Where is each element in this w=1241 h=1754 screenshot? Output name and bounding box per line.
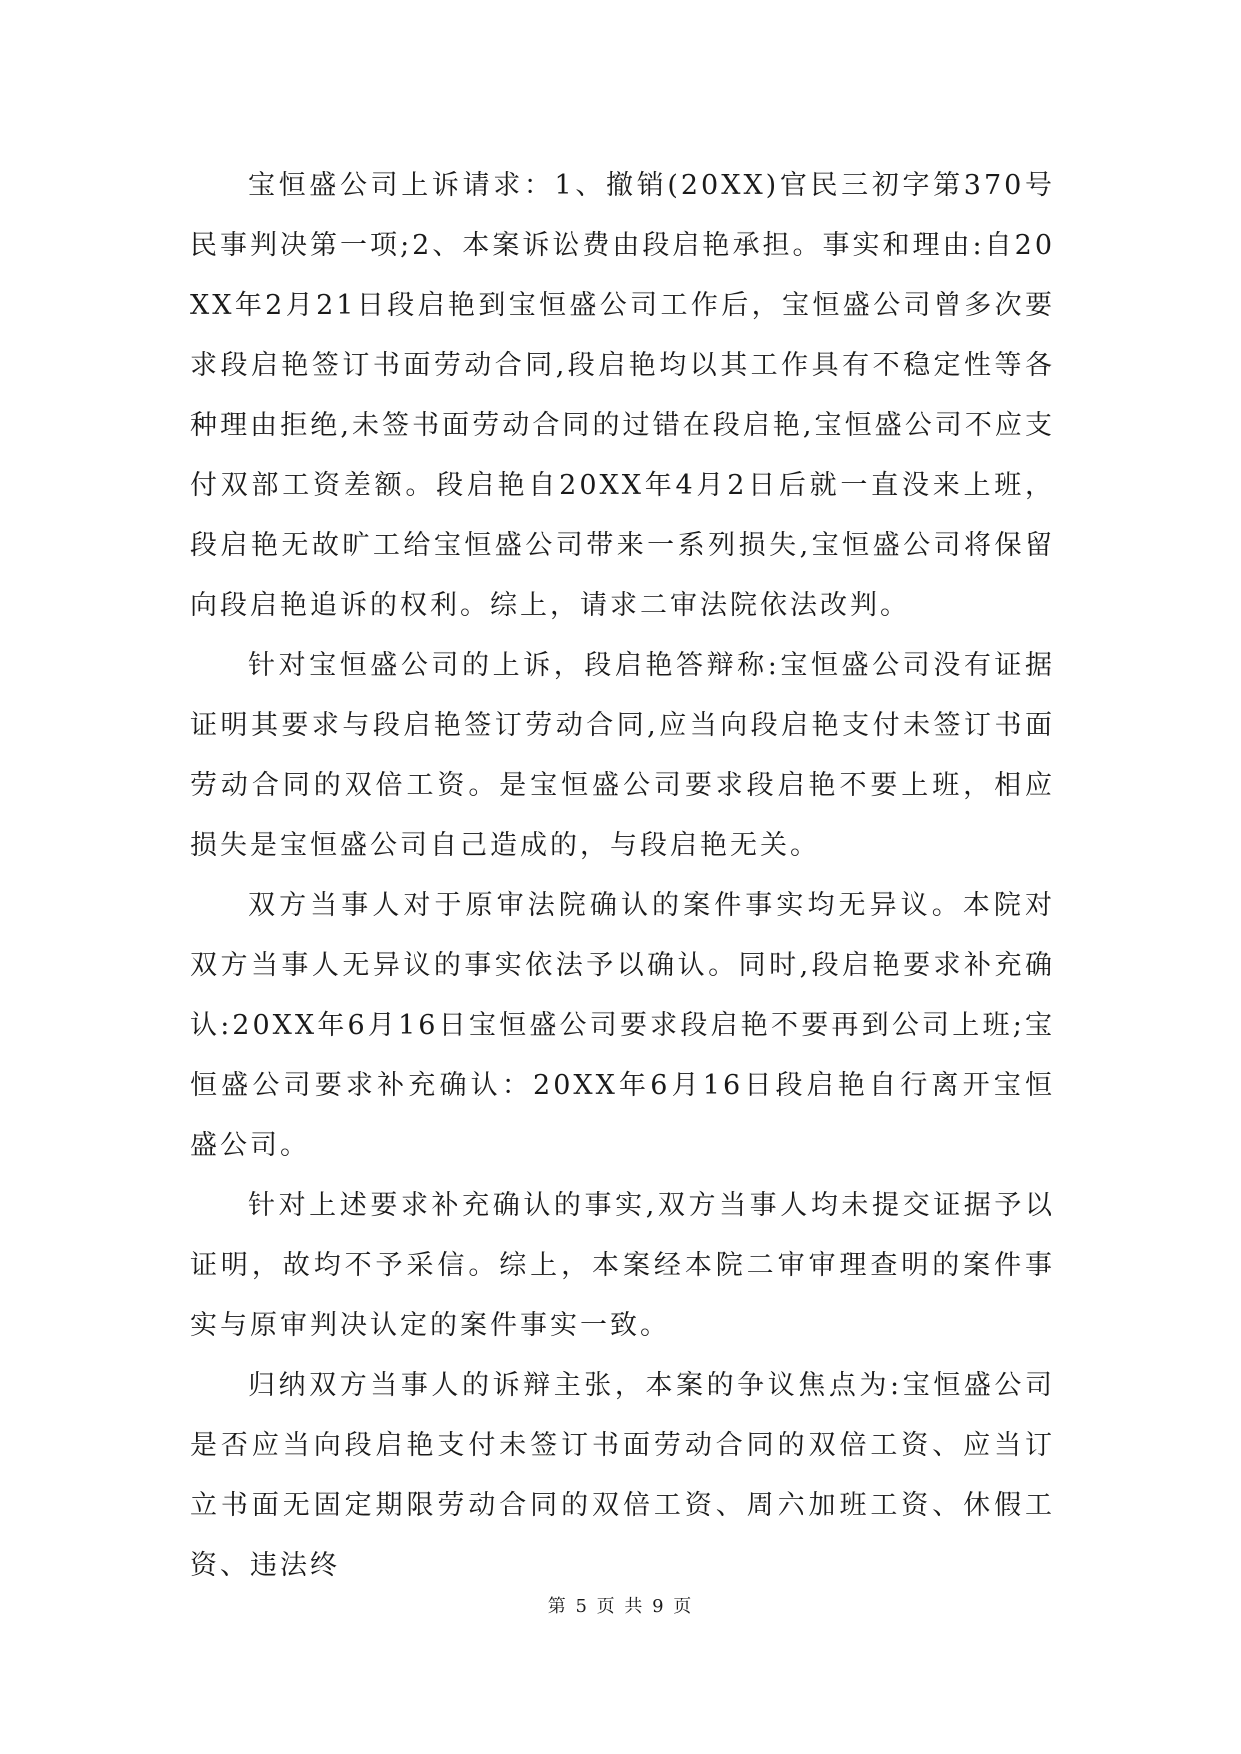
- paragraph-evidence-finding: 针对上述要求补充确认的事实,双方当事人均未提交证据予以证明，故均不予采信。综上，本案经本院二审审理查明的案件事实与原审判决认定的案件事实一致。: [190, 1190, 1055, 1341]
- paragraph-dispute-focus: 归纳双方当事人的诉辩主张，本案的争议焦点为:宝恒盛公司是否应当向段启艳支付未签订书面劳动合同的双倍工资、应当订立书面无固定期限劳动合同的双倍工资、周六加班工资、休假工资、违法终: [190, 1370, 1055, 1581]
- paragraph-defense-reply: 针对宝恒盛公司的上诉，段启艳答辩称:宝恒盛公司没有证据证明其要求与段启艳签订劳动合同,应当向段启艳支付未签订书面劳动合同的双倍工资。是宝恒盛公司要求段启艳不要上班，相应损失是宝恒盛公司自己造成的，与段启艳无关。: [190, 650, 1055, 861]
- paragraph-appeal-request: 宝恒盛公司上诉请求：1、撤销(20XX)官民三初字第370号民事判决第一项;2、本案诉讼费由段启艳承担。事实和理由:自20XX年2月21日段启艳到宝恒盛公司工作后，宝恒盛公司曾多次要求段启艳签订书面劳动合同,段启艳均以其工作具有不稳定性等各种理由拒绝,未签书面劳动合同的过错在段启艳,宝恒盛公司不应支付双部工资差额。段启艳自20XX年4月2日后就一直没来上班，段启艳无故旷工给宝恒盛公司带来一系列损失,宝恒盛公司将保留向段启艳追诉的权利。综上，请求二审法院依法改判。: [190, 170, 1055, 621]
- document-body: [190, 156, 1055, 1596]
- page-number-footer: 第 5 页 共 9 页: [547, 1596, 694, 1617]
- paragraph-facts-confirmation: 双方当事人对于原审法院确认的案件事实均无异议。本院对双方当事人无异议的事实依法予以确认。同时,段启艳要求补充确认:20XX年6月16日宝恒盛公司要求段启艳不要再到公司上班;宝恒盛公司要求补充确认：20XX年6月16日段启艳自行离开宝恒盛公司。: [190, 890, 1055, 1161]
